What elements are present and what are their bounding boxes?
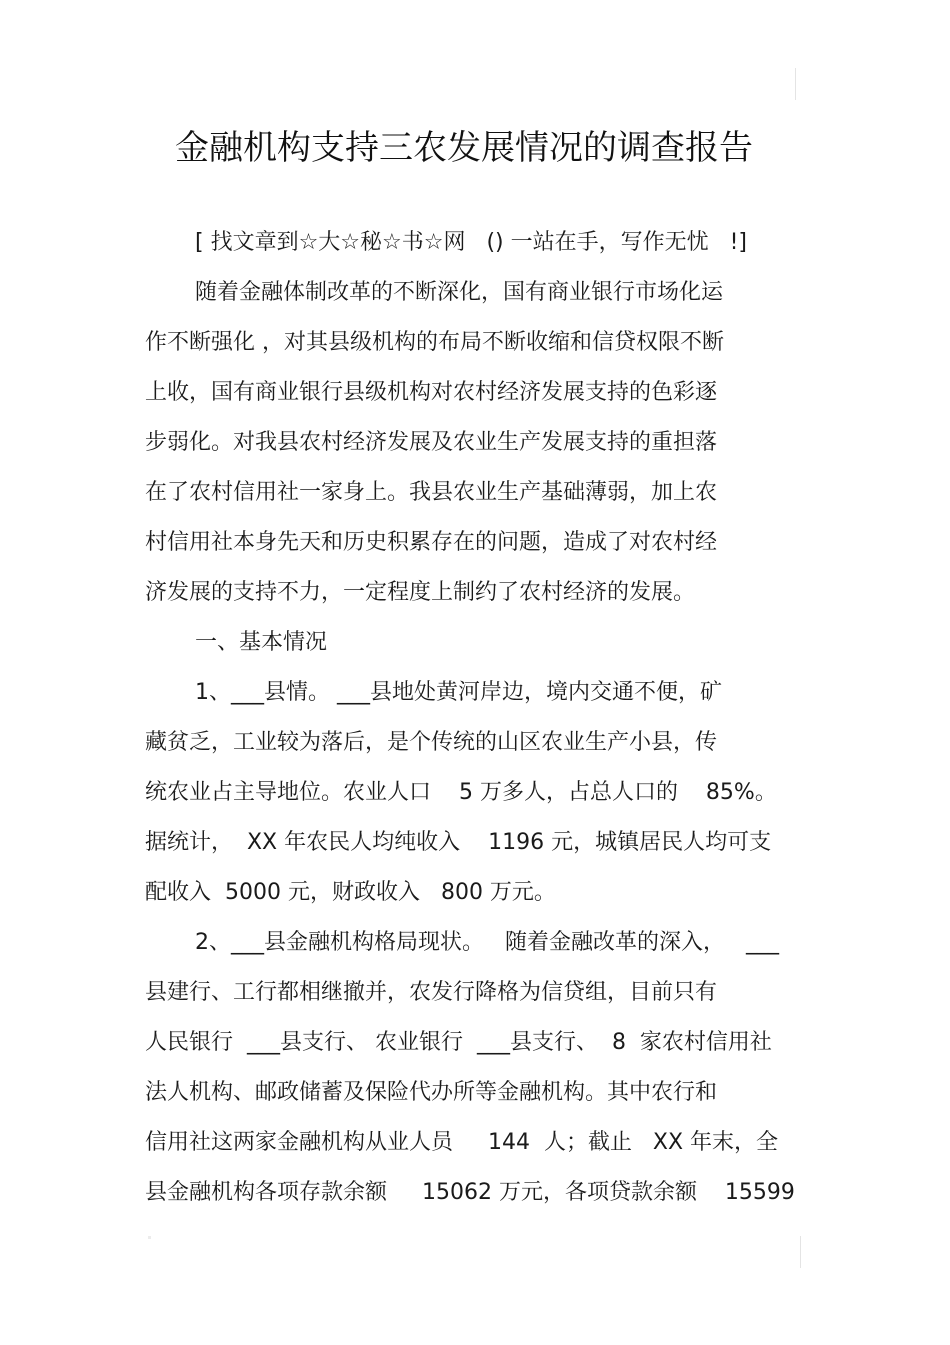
paragraph-line: 县建行、工行都相继撤并，农发行降格为信贷组，目前只有	[145, 980, 718, 1005]
paragraph-line: 人民银行 ___县支行、 农业银行 ___县支行、 8 家农村信用社	[145, 1030, 772, 1055]
page-corner-mark	[148, 1236, 151, 1239]
paragraph-line: 县金融机构各项存款余额 15062 万元，各项贷款余额 15599	[145, 1180, 795, 1205]
paragraph-line: 配收入 5000 元，财政收入 800 万元。	[145, 880, 556, 905]
paragraph-line: 步弱化。对我县农村经济发展及农业生产发展支持的重担落	[145, 430, 718, 455]
paragraph-line: 藏贫乏，工业较为落后，是个传统的山区农业生产小县，传	[145, 730, 718, 755]
paragraph-line: 在了农村信用社一家身上。我县农业生产基础薄弱，加上农	[145, 480, 718, 505]
paragraph-line: 村信用社本身先天和历史积累存在的问题，造成了对农村经	[145, 530, 718, 555]
document-title: 金融机构支持三农发展情况的调查报告	[175, 128, 753, 168]
paragraph-line: 作不断强化 ，对其县级机构的布局不断收缩和信贷权限不断	[145, 330, 724, 355]
paragraph-line: 法人机构、邮政储蓄及保险代办所等金融机构。其中农行和	[145, 1080, 718, 1105]
paragraph-line: 统农业占主导地位。农业人口 5 万多人，占总人口的 85%。	[145, 780, 777, 805]
page-edge-mark	[800, 1236, 801, 1268]
paragraph-line: 信用社这两家金融机构从业人员 144 人；截止 XX 年末，全	[145, 1130, 779, 1155]
source-note-line: [ 找文章到☆大☆秘☆书☆网 () 一站在手，写作无忧 !]	[195, 230, 747, 255]
paragraph-line: 随着金融体制改革的不断深化，国有商业银行市场化运	[195, 280, 724, 305]
section-heading: 一、基本情况	[195, 630, 328, 655]
paragraph-line: 2、___县金融机构格局现状。 随着金融改革的深入， ___	[195, 930, 779, 955]
page-edge-mark	[795, 68, 796, 100]
paragraph-line: 上收，国有商业银行县级机构对农村经济发展支持的色彩逐	[145, 380, 718, 405]
paragraph-line: 据统计， XX 年农民人均纯收入 1196 元，城镇居民人均可支	[145, 830, 772, 855]
paragraph-line: 济发展的支持不力，一定程度上制约了农村经济的发展。	[145, 580, 696, 605]
paragraph-line: 1、___县情。 ___县地处黄河岸边，境内交通不便，矿	[195, 680, 722, 705]
